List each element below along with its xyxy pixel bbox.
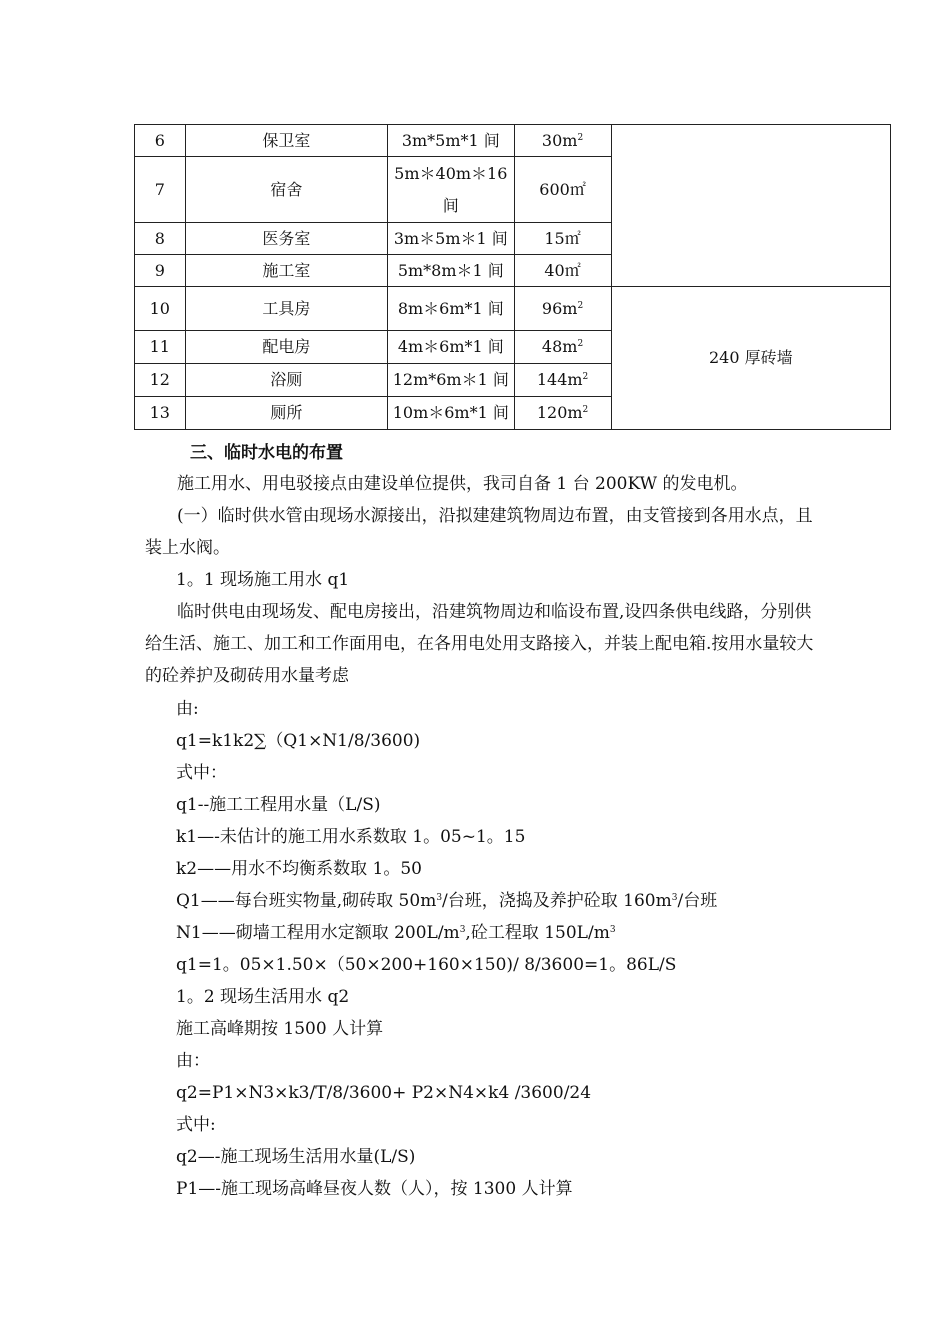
calculation-q1: q1=1。05×1.50×（50×200+160×150)/ 8/3600=1。86L/S	[176, 955, 677, 975]
peak-period-note: 施工高峰期按 1500 人计算	[176, 1019, 384, 1039]
facility-name: 浴厕	[185, 364, 387, 397]
facility-area: 40㎡	[514, 255, 611, 287]
facility-area: $120m^2$	[514, 397, 611, 430]
facility-spec: 10m＊6m*1 间	[388, 397, 515, 430]
row-number: 13	[135, 397, 186, 430]
row-number: 11	[135, 331, 186, 364]
label-you: 由:	[176, 699, 199, 719]
facilities-table	[134, 124, 891, 430]
facility-spec: 12m*6m＊1 间	[388, 364, 515, 397]
definition-P1: P1—-施工现场高峰昼夜人数（人），按 1300 人计算	[176, 1179, 573, 1199]
facility-name: 医务室	[185, 223, 387, 255]
paragraph-power-lines: 临时供电由现场发、配电房接出，沿建筑物周边和临设布置,设四条供电线路，分别供给生活、施工、加工和工作面用电，在各用电处用支路接入，并装上配电箱.按用水量较大的砼养护及砌砖用水量考虑	[145, 602, 814, 686]
facility-area: $144m^2$	[514, 364, 611, 397]
row-number: 7	[135, 157, 186, 223]
facility-spec: 4m＊6m*1 间	[388, 331, 515, 364]
facility-area: $48m^2$	[514, 331, 611, 364]
row-number: 9	[135, 255, 186, 287]
subsection-1-1: 1。1 现场施工用水 q1	[176, 570, 350, 590]
facility-name: 保卫室	[185, 125, 387, 157]
row-number: 8	[135, 223, 186, 255]
facility-spec: 8m＊6m*1 间	[388, 287, 515, 331]
definition-q1: q1--施工工程用水量（L/S)	[176, 795, 381, 815]
section-heading: 三、临时水电的布置	[190, 443, 343, 463]
definition-N1: N1——砌墙工程用水定额取 $200L/m^3$,砼工程取 $150L/m^3$	[176, 923, 616, 943]
formula-q1: q1=k1k2∑（Q1×N1/8/3600)	[176, 731, 421, 751]
wall-note-cell: 240 厚砖墙	[611, 287, 890, 430]
label-you: 由：	[176, 1051, 210, 1071]
paragraph-water-supply: (一）临时供水管由现场水源接出，沿拟建建筑物周边布置，由支管接到各用水点，且装上水阀。	[145, 506, 813, 558]
definition-k1: k1—-未估计的施工用水系数取 1。05~1。15	[176, 827, 526, 847]
facility-spec: 3m*5m*1 间	[388, 125, 515, 157]
label-shizhong: 式中：	[176, 763, 227, 783]
definition-k2: k2——用水不均衡系数取 1。50	[176, 859, 422, 879]
facility-name: 厕所	[185, 397, 387, 430]
row-number: 10	[135, 287, 186, 331]
remark-cell-empty	[611, 125, 890, 287]
body-text	[145, 468, 825, 564]
table-row	[135, 125, 891, 157]
paragraph-power-source: 施工用水、用电驳接点由建设单位提供，我司自备 1 台 200KW 的发电机。	[177, 474, 748, 494]
facility-name: 配电房	[185, 331, 387, 364]
facility-area: $96m^2$	[514, 287, 611, 331]
facility-area: $30m^2$	[514, 125, 611, 157]
facility-spec: 5m*8m＊1 间	[388, 255, 515, 287]
label-shizhong: 式中:	[176, 1115, 216, 1135]
body-text	[145, 596, 825, 692]
facility-spec: 3m＊5m＊1 间	[388, 223, 515, 255]
table-row	[135, 287, 891, 331]
facility-spec: 5m＊40m＊16 间	[388, 157, 515, 223]
facility-name: 宿舍	[185, 157, 387, 223]
definition-Q1: Q1——每台班实物量,砌砖取 $50m^3/$台班，浇捣及养护砼取 $160m^3/$台班	[176, 891, 718, 911]
facility-name: 工具房	[185, 287, 387, 331]
facility-area: 600㎡	[514, 157, 611, 223]
facility-area: 15㎡	[514, 223, 611, 255]
row-number: 6	[135, 125, 186, 157]
facility-name: 施工室	[185, 255, 387, 287]
row-number: 12	[135, 364, 186, 397]
formula-q2: q2=P1×N3×k3/T/8/3600+ P2×N4×k4 /3600/24	[176, 1083, 592, 1103]
definition-q2: q2—-施工现场生活用水量(L/S)	[176, 1147, 416, 1167]
subsection-1-2: 1。2 现场生活用水 q2	[176, 987, 350, 1007]
